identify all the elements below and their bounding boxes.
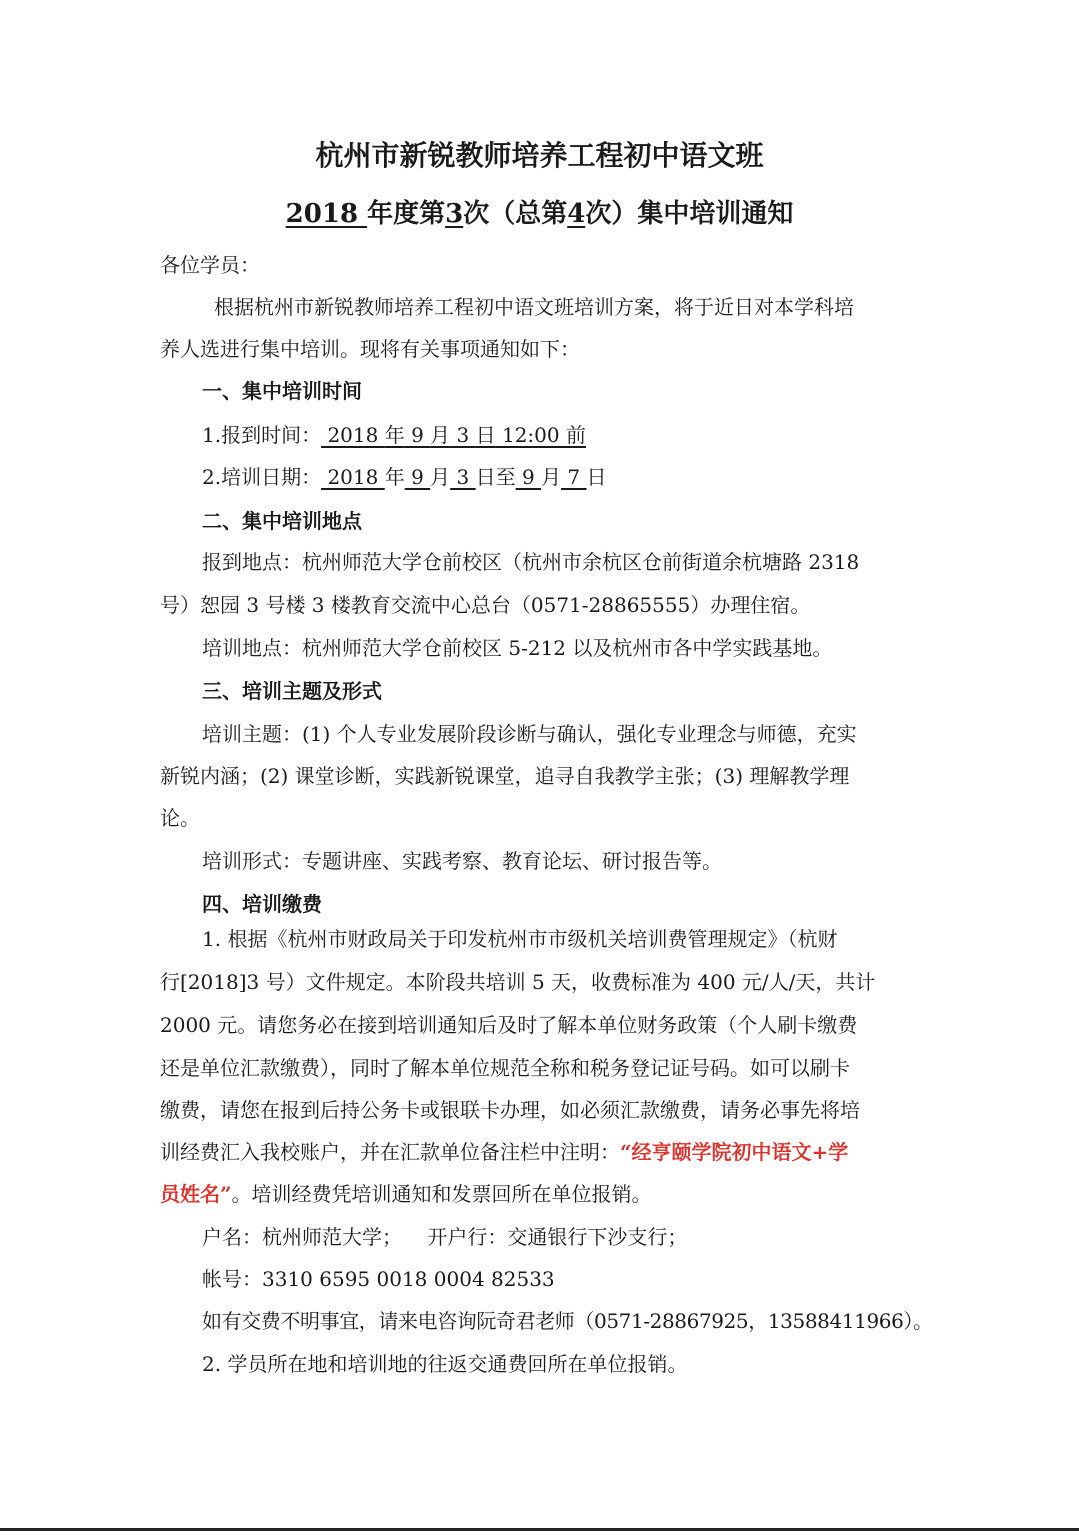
fee-line-7 (160, 1173, 920, 1215)
section-2-heading: 二、集中培训地点 (202, 509, 362, 533)
section-1-heading: 一、集中培训时间 (202, 379, 362, 403)
theme-line-3: 论。 (160, 806, 200, 830)
account-name: 户名：杭州师范大学； 开户行：交通银行下沙支行； (202, 1225, 688, 1249)
fee-line-2: 行[2018]3 号）文件规定。本阶段共培训 5 天，收费标准为 400 元/人/天，共计 (160, 970, 876, 994)
fee-inquiry: 如有交费不明事宜，请来电咨询阮奇君老师（0571-28867925，13588411966）。 (202, 1309, 933, 1333)
train-place: 培训地点：杭州师范大学仓前校区 5-212 以及杭州市各中学实践基地。 (202, 636, 833, 660)
title-session-number: 3 (445, 199, 464, 229)
train-date-day-2: 7 (561, 465, 587, 489)
train-date-ri: 日 (586, 465, 607, 489)
title-text-1: 年度第 (367, 199, 446, 229)
title-year: 2018 (285, 199, 368, 229)
report-time-nian: 年 (384, 423, 405, 447)
page-bottom-rule (0, 1528, 1079, 1531)
train-date-year: 2018 (321, 465, 385, 489)
train-date-label: 2.培训日期： (202, 465, 322, 489)
travel-expense: 2. 学员所在地和培训地的往返交通费回所在单位报销。 (202, 1352, 688, 1376)
report-time-ri: 日 (475, 423, 496, 447)
theme-line-2: 新锐内涵；(2) 课堂诊断，实践新锐课堂，追寻自我教学主张；(3) 理解教学理 (160, 764, 850, 788)
section-3-heading: 三、培训主题及形式 (202, 679, 382, 703)
remark-highlight-2: 员姓名” (160, 1182, 232, 1206)
report-place-line-1: 报到地点：杭州师范大学仓前校区（杭州市余杭区仓前街道余杭塘路 2318 (202, 550, 860, 574)
fee-line-6-text: 训经费汇入我校账户，并在汇款单位备注栏中注明： (160, 1140, 620, 1164)
title-text-2: 次（总第 (463, 199, 568, 229)
intro-line-1: 根据杭州市新锐教师培养工程初中语文班培训方案，将于近日对本学科培 (214, 295, 854, 319)
fee-line-4: 还是单位汇款缴费），同时了解本单位规范全称和税务登记证号码。如可以刷卡 (160, 1056, 850, 1080)
train-date-yue-2: 月 (541, 465, 562, 489)
theme-line-1: 培训主题：(1) 个人专业发展阶段诊断与确认，强化专业理念与师德，充实 (202, 722, 857, 746)
report-time (202, 414, 920, 456)
train-date-month-1: 9 (404, 465, 431, 489)
train-form: 培训形式：专题讲座、实践考察、教育论坛、研讨报告等。 (202, 849, 722, 873)
train-date-month-2: 9 (515, 465, 542, 489)
title-text-3: 次）集中培训通知 (585, 199, 794, 229)
salutation: 各位学员： (160, 253, 260, 277)
report-time-label: 1.报到时间： (202, 423, 322, 447)
fee-line-1: 1. 根据《杭州市财政局关于印发杭州市市级机关培训费管理规定》（杭财 (202, 927, 838, 951)
title-line-1: 杭州市新锐教师培养工程初中语文班 (315, 139, 764, 172)
fee-line-3: 2000 元。请您务必在接到培训通知后及时了解本单位财务政策（个人刷卡缴费 (160, 1013, 858, 1037)
train-date-day-1: 3 (450, 465, 476, 489)
report-place-line-2: 号）恕园 3 号楼 3 楼教育交流中心总台（0571-28865555）办理住宿。 (160, 593, 811, 617)
report-time-year: 2018 (321, 423, 385, 447)
train-date-nian: 年 (384, 465, 405, 489)
fee-line-6 (160, 1131, 920, 1173)
remark-highlight-1: “经亨颐学院初中语文+学 (620, 1140, 849, 1164)
train-date-yue-1: 月 (430, 465, 451, 489)
report-time-yue: 月 (430, 423, 451, 447)
train-date-ri-zhi: 日至 (475, 465, 516, 489)
title-total-number: 4 (567, 199, 586, 229)
train-date (202, 456, 920, 498)
fee-line-7-text: 。培训经费凭培训通知和发票回所在单位报销。 (231, 1182, 652, 1206)
fee-line-5: 缴费，请您在报到后持公务卡或银联卡办理，如必须汇款缴费，请务必事先将培 (160, 1098, 860, 1122)
report-time-day: 3 (450, 423, 476, 447)
report-time-clock: 12:00 前 (495, 423, 586, 447)
account-number: 帐号：3310 6595 0018 0004 82533 (202, 1267, 555, 1291)
title-line-2 (0, 194, 1079, 234)
report-time-month: 9 (404, 423, 431, 447)
intro-line-2: 养人选进行集中培训。现将有关事项通知如下： (160, 337, 580, 361)
section-4-heading: 四、培训缴费 (202, 892, 322, 916)
